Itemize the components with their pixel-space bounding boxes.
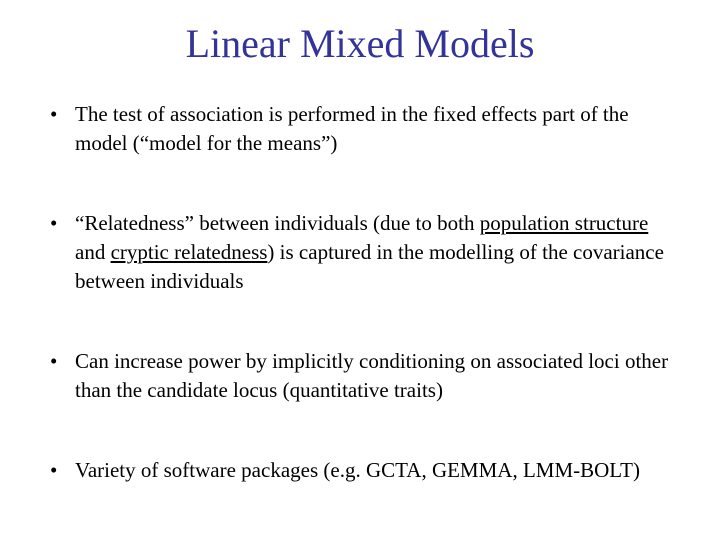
bullet-text: The test of association is performed in the fixed effects part of the model (“model for the means”) bbox=[75, 102, 629, 155]
underlined-term-population-structure: population structure bbox=[479, 211, 649, 235]
bullet-text-part: ) is captured in the modelling of the covariance between individuals bbox=[75, 240, 664, 293]
bullet-text: Variety of software packages (e.g. GCTA, GEMMA, LMM-BOLT) bbox=[75, 458, 641, 482]
bullet-list bbox=[50, 100, 670, 485]
bullet-text-part: and bbox=[75, 240, 111, 264]
bullet-item-power bbox=[50, 347, 670, 405]
bullet-item-fixed-effects bbox=[50, 100, 670, 158]
bullet-dot-icon: • bbox=[50, 349, 58, 373]
bullet-text: Can increase power by implicitly conditioning on associated loci other than the candidate locus (quantitative traits) bbox=[75, 349, 669, 402]
bullet-dot-icon: • bbox=[50, 102, 58, 126]
bullet-item-software bbox=[50, 456, 670, 485]
bullet-text-part: “Relatedness” between individuals (due to both bbox=[75, 211, 480, 235]
bullet-dot-icon: • bbox=[50, 211, 58, 235]
slide-title: Linear Mixed Models bbox=[185, 21, 535, 66]
bullet-dot-icon: • bbox=[50, 458, 58, 482]
bullet-item-relatedness bbox=[50, 209, 670, 296]
underlined-term-cryptic-relatedness: cryptic relatedness bbox=[110, 240, 268, 264]
